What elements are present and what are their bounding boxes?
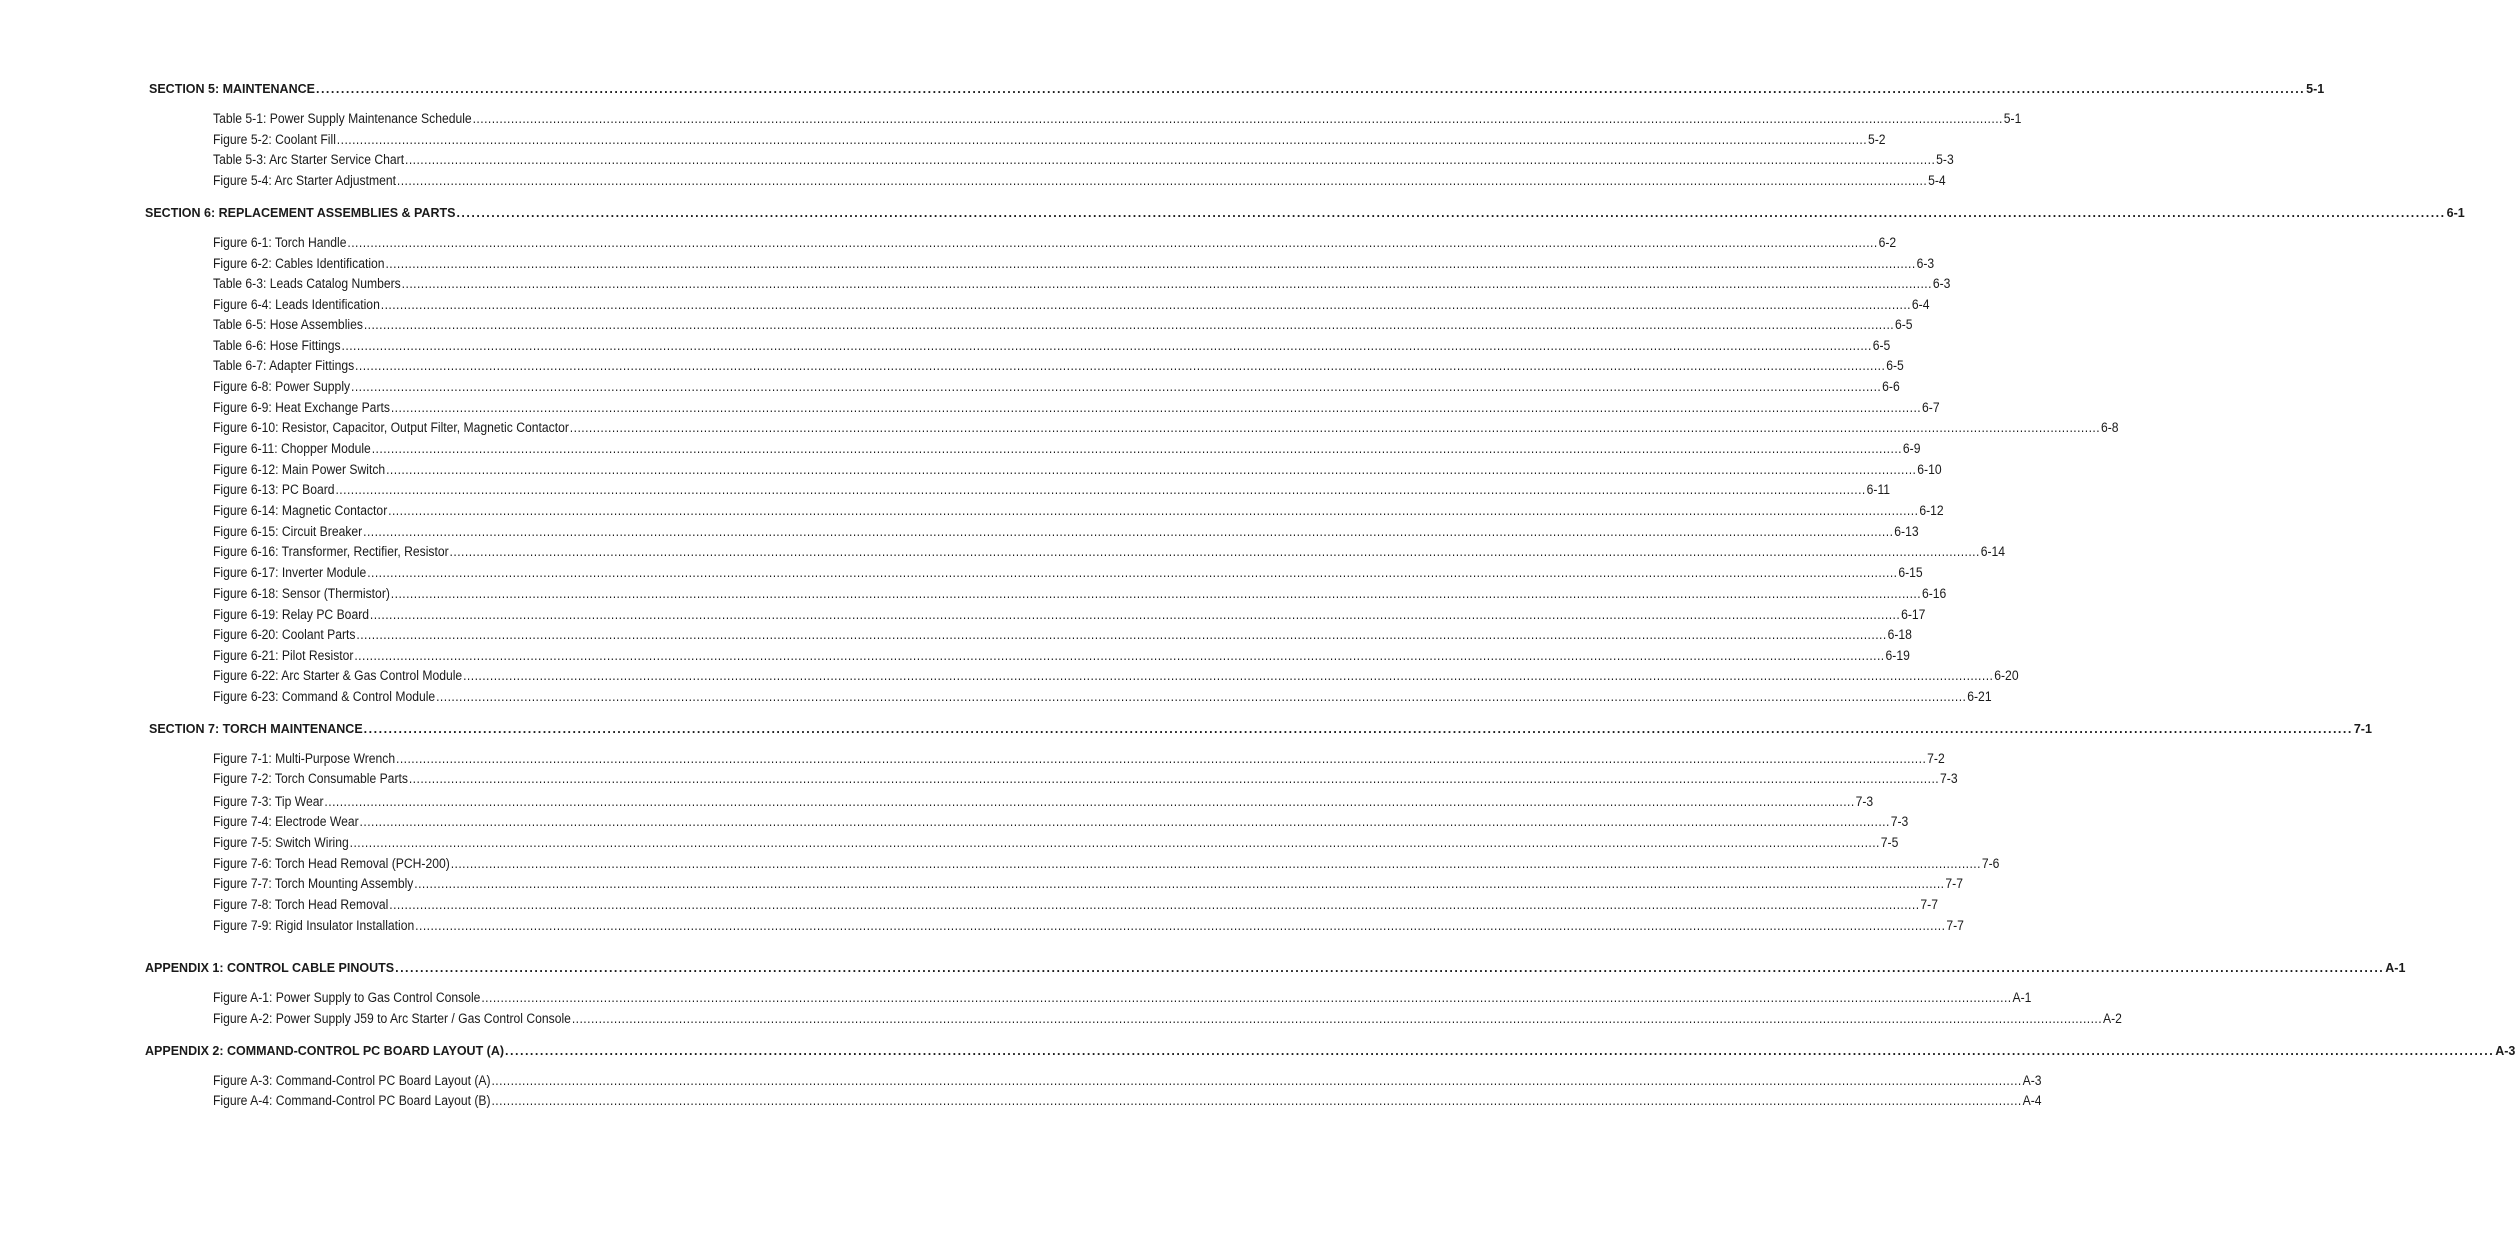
section-heading[interactable] — [145, 1042, 2515, 1060]
toc-entry[interactable] — [213, 606, 1926, 624]
toc-entry[interactable] — [213, 989, 2032, 1007]
toc-entry[interactable] — [213, 667, 2019, 685]
dot-leader: ................................................................................................................................................................................................................................................................................................................................................................................................................ — [341, 338, 1872, 353]
toc-entry-label: Table 6-6: Hose Fittings — [213, 338, 341, 353]
section-heading-label: SECTION 5: MAINTENANCE — [149, 82, 315, 96]
toc-entry[interactable] — [213, 523, 1919, 541]
toc-entry-label: Figure 6-22: Arc Starter & Gas Control Module — [213, 668, 463, 683]
toc-entry-page-number: 6-2 — [1878, 235, 1897, 250]
section-heading[interactable] — [145, 959, 2406, 977]
toc-entry-page-number: 6-9 — [1902, 441, 1921, 456]
toc-entry-page-number: A-1 — [2012, 990, 2032, 1005]
dot-leader: ................................................................................................................................................................................................................................................................................................................................................................................................................ — [349, 835, 1880, 850]
dot-leader: ................................................................................................................................................................................................................................................................................................................................................................................................................ — [389, 897, 1920, 912]
toc-entry-label: Figure 6-20: Coolant Parts — [213, 627, 356, 642]
dot-leader: ................................................................................................................................................................................................................................................................................................................................................................................................................ — [569, 420, 2101, 435]
toc-entry[interactable] — [213, 481, 1891, 499]
toc-entry-page-number: 6-6 — [1882, 379, 1900, 394]
toc-entry[interactable] — [213, 461, 1942, 479]
dot-leader: ................................................................................................................................................................................................................................................................................................................................................................................................................ — [363, 524, 1894, 539]
toc-entry-page-number: 6-13 — [1894, 524, 1919, 539]
dot-leader: ................................................................................................................................................................................................................................................................................................................................................................................................................ — [355, 358, 1886, 373]
dot-leader: ................................................................................................................................................................................................................................................................................................................................................................................................................ — [315, 82, 2306, 96]
toc-entry-label: Figure 6-17: Inverter Module — [213, 565, 367, 580]
section-heading-label: APPENDIX 1: CONTROL CABLE PINOUTS — [145, 961, 395, 975]
dot-leader: ................................................................................................................................................................................................................................................................................................................................................................................................................ — [456, 206, 2446, 220]
toc-entry-label: Figure 6-11: Chopper Module — [213, 441, 371, 456]
toc-entry[interactable] — [213, 543, 2006, 561]
toc-entry-page-number: 6-21 — [1967, 689, 1992, 704]
dot-leader: ................................................................................................................................................................................................................................................................................................................................................................................................................ — [463, 668, 1994, 683]
toc-entry-label: Table 6-3: Leads Catalog Numbers — [213, 276, 401, 291]
toc-entry-page-number: 6-3 — [1916, 256, 1935, 271]
toc-entry-label: Figure 6-1: Torch Handle — [213, 235, 347, 250]
toc-entry-label: Figure A-2: Power Supply J59 to Arc Starter / Gas Control Console — [213, 1011, 571, 1026]
dot-leader: ................................................................................................................................................................................................................................................................................................................................................................................................................ — [472, 111, 2003, 126]
toc-entry-page-number: 7-3 — [1890, 814, 1909, 829]
toc-entry-label: Figure 6-15: Circuit Breaker — [213, 524, 363, 539]
toc-entry-label: Figure 6-4: Leads Identification — [213, 297, 380, 312]
toc-entry[interactable] — [213, 1072, 2042, 1090]
toc-entry[interactable] — [213, 172, 1946, 190]
toc-entry[interactable] — [213, 626, 1912, 644]
toc-entry[interactable] — [213, 419, 2119, 437]
dot-leader: ................................................................................................................................................................................................................................................................................................................................................................................................................ — [350, 379, 1882, 394]
toc-entry-page-number: 6-15 — [1898, 565, 1923, 580]
section-heading-page-number: 6-1 — [2446, 206, 2465, 220]
dot-leader: ................................................................................................................................................................................................................................................................................................................................................................................................................ — [505, 1044, 2495, 1058]
toc-entry[interactable] — [213, 1010, 2122, 1028]
toc-entry[interactable] — [213, 255, 1935, 273]
toc-entry-label: Figure 7-7: Torch Mounting Assembly — [213, 876, 414, 891]
toc-entry-page-number: 6-12 — [1919, 503, 1944, 518]
dot-leader: ................................................................................................................................................................................................................................................................................................................................................................................................................ — [386, 462, 1917, 477]
toc-entry-label: Figure 7-4: Electrode Wear — [213, 814, 359, 829]
toc-entry-label: Figure 7-1: Multi-Purpose Wrench — [213, 751, 396, 766]
dot-leader: ................................................................................................................................................................................................................................................................................................................................................................................................................ — [395, 961, 2385, 975]
dot-leader: ................................................................................................................................................................................................................................................................................................................................................................................................................ — [324, 794, 1855, 809]
toc-entry[interactable] — [213, 896, 1938, 914]
toc-entry[interactable] — [213, 296, 1930, 314]
section-heading[interactable] — [149, 80, 2325, 98]
dot-leader: ................................................................................................................................................................................................................................................................................................................................................................................................................ — [380, 297, 1912, 312]
toc-entry[interactable] — [213, 502, 1944, 520]
dot-leader: ................................................................................................................................................................................................................................................................................................................................................................................................................ — [450, 856, 1981, 871]
toc-entry[interactable] — [213, 110, 2022, 128]
dot-leader: ................................................................................................................................................................................................................................................................................................................................................................................................................ — [363, 722, 2353, 736]
dot-leader: ................................................................................................................................................................................................................................................................................................................................................................................................................ — [388, 503, 1919, 518]
toc-entry-label: Figure 6-16: Transformer, Rectifier, Resistor — [213, 544, 449, 559]
section-heading[interactable] — [149, 720, 2372, 738]
toc-entry[interactable] — [213, 234, 1897, 252]
toc-entry-page-number: 6-10 — [1917, 462, 1942, 477]
toc-entry[interactable] — [213, 585, 1947, 603]
toc-entry-page-number: 7-7 — [1946, 918, 1964, 933]
toc-entry[interactable] — [213, 1092, 2042, 1110]
toc-entry-page-number: 6-18 — [1887, 627, 1912, 642]
toc-entry[interactable] — [213, 770, 1958, 788]
toc-entry[interactable] — [213, 793, 1874, 811]
toc-entry-label: Figure 6-19: Relay PC Board — [213, 607, 370, 622]
toc-entry-page-number: 6-7 — [1922, 400, 1940, 415]
dot-leader: ................................................................................................................................................................................................................................................................................................................................................................................................................ — [571, 1011, 2103, 1026]
toc-entry-page-number: A-4 — [2022, 1093, 2042, 1108]
toc-entry-page-number: 5-2 — [1867, 132, 1886, 147]
toc-entry-label: Figure 6-18: Sensor (Thermistor) — [213, 586, 390, 601]
toc-entry[interactable] — [213, 337, 1891, 355]
toc-entry-label: Figure 6-14: Magnetic Contactor — [213, 503, 388, 518]
toc-entry-label: Table 6-7: Adapter Fittings — [213, 358, 355, 373]
toc-entry-label: Figure 6-12: Main Power Switch — [213, 462, 386, 477]
section-heading-page-number: 7-1 — [2353, 722, 2372, 736]
toc-entry-page-number: 6-5 — [1895, 317, 1913, 332]
toc-entry[interactable] — [213, 275, 1951, 293]
dot-leader: ................................................................................................................................................................................................................................................................................................................................................................................................................ — [436, 689, 1967, 704]
toc-entry-page-number: 7-7 — [1945, 876, 1963, 891]
toc-entry-label: Table 5-1: Power Supply Maintenance Schedule — [213, 111, 472, 126]
toc-entry-page-number: 6-19 — [1885, 648, 1910, 663]
dot-leader: ................................................................................................................................................................................................................................................................................................................................................................................................................ — [354, 648, 1885, 663]
toc-entry[interactable] — [213, 131, 1886, 149]
dot-leader: ................................................................................................................................................................................................................................................................................................................................................................................................................ — [390, 586, 1922, 601]
dot-leader: ................................................................................................................................................................................................................................................................................................................................................................................................................ — [335, 482, 1866, 497]
toc-entry-label: Figure 7-8: Torch Head Removal — [213, 897, 389, 912]
section-heading-label: SECTION 6: REPLACEMENT ASSEMBLIES & PARTS — [145, 206, 456, 220]
toc-entry-page-number: 7-7 — [1920, 897, 1938, 912]
toc-entry-label: Figure A-3: Command-Control PC Board Layout (A) — [213, 1073, 491, 1088]
section-heading-page-number: 5-1 — [2306, 82, 2325, 96]
toc-entry[interactable] — [213, 813, 1909, 831]
toc-entry-label: Figure 6-23: Command & Control Module — [213, 689, 436, 704]
toc-entry[interactable] — [213, 750, 1945, 768]
toc-entry-page-number: 6-5 — [1872, 338, 1891, 353]
toc-entry-label: Figure 7-2: Torch Consumable Parts — [213, 771, 408, 786]
toc-entry[interactable] — [213, 564, 1923, 582]
dot-leader: ................................................................................................................................................................................................................................................................................................................................................................................................................ — [367, 565, 1898, 580]
toc-entry-label: Figure 6-13: PC Board — [213, 482, 335, 497]
dot-leader: ................................................................................................................................................................................................................................................................................................................................................................................................................ — [396, 173, 1928, 188]
toc-entry[interactable] — [213, 917, 1964, 935]
toc-entry-page-number: 6-8 — [2100, 420, 2119, 435]
toc-entry[interactable] — [213, 316, 1913, 334]
section-heading-page-number: A-1 — [2385, 961, 2406, 975]
toc-entry-label: Table 6-5: Hose Assemblies — [213, 317, 363, 332]
dot-leader: ................................................................................................................................................................................................................................................................................................................................................................................................................ — [481, 990, 2012, 1005]
dot-leader: ................................................................................................................................................................................................................................................................................................................................................................................................................ — [449, 544, 1980, 559]
dot-leader: ................................................................................................................................................................................................................................................................................................................................................................................................................ — [491, 1073, 2022, 1088]
toc-entry-label: Figure 7-9: Rigid Insulator Installation — [213, 918, 415, 933]
dot-leader: ................................................................................................................................................................................................................................................................................................................................................................................................................ — [356, 627, 1887, 642]
toc-entry[interactable] — [213, 440, 1921, 458]
dot-leader: ................................................................................................................................................................................................................................................................................................................................................................................................................ — [359, 814, 1890, 829]
dot-leader: ................................................................................................................................................................................................................................................................................................................................................................................................................ — [491, 1093, 2022, 1108]
section-heading-label: APPENDIX 2: COMMAND-CONTROL PC BOARD LAYOUT (A) — [145, 1044, 505, 1058]
toc-entry[interactable] — [213, 875, 1963, 893]
toc-entry-label: Figure 7-5: Switch Wiring — [213, 835, 349, 850]
toc-entry-page-number: 7-3 — [1940, 771, 1958, 786]
toc-entry-page-number: 6-5 — [1886, 358, 1904, 373]
dot-leader: ................................................................................................................................................................................................................................................................................................................................................................................................................ — [336, 132, 1868, 147]
dot-leader: ................................................................................................................................................................................................................................................................................................................................................................................................................ — [347, 235, 1878, 250]
toc-entry[interactable] — [213, 378, 1900, 396]
section-heading[interactable] — [145, 204, 2465, 222]
toc-entry-page-number: A-2 — [2102, 1011, 2122, 1026]
dot-leader: ................................................................................................................................................................................................................................................................................................................................................................................................................ — [396, 751, 1927, 766]
toc-entry-label: Figure 5-4: Arc Starter Adjustment — [213, 173, 397, 188]
toc-entry-page-number: 6-3 — [1932, 276, 1951, 291]
dot-leader: ................................................................................................................................................................................................................................................................................................................................................................................................................ — [369, 607, 1901, 622]
toc-entry-label: Figure A-4: Command-Control PC Board Layout (B) — [213, 1093, 491, 1108]
dot-leader: ................................................................................................................................................................................................................................................................................................................................................................................................................ — [390, 400, 1922, 415]
dot-leader: ................................................................................................................................................................................................................................................................................................................................................................................................................ — [401, 276, 1932, 291]
toc-entry-label: Figure 7-3: Tip Wear — [213, 794, 324, 809]
toc-entry-page-number: 5-1 — [2003, 111, 2022, 126]
dot-leader: ................................................................................................................................................................................................................................................................................................................................................................................................................ — [363, 317, 1895, 332]
toc-entry[interactable] — [213, 357, 1904, 375]
toc-entry-page-number: 5-3 — [1936, 152, 1954, 167]
toc-entry-label: Figure 6-9: Heat Exchange Parts — [213, 400, 390, 415]
toc-entry-page-number: 6-17 — [1901, 607, 1926, 622]
dot-leader: ................................................................................................................................................................................................................................................................................................................................................................................................................ — [405, 152, 1936, 167]
toc-entry-page-number: 7-5 — [1880, 835, 1899, 850]
toc-entry-page-number: 6-4 — [1911, 297, 1930, 312]
toc-entry-page-number: 6-20 — [1994, 668, 2019, 683]
toc-entry[interactable] — [213, 647, 1910, 665]
section-heading-page-number: A-3 — [2495, 1044, 2515, 1058]
dot-leader: ................................................................................................................................................................................................................................................................................................................................................................................................................ — [414, 876, 1945, 891]
dot-leader: ................................................................................................................................................................................................................................................................................................................................................................................................................ — [385, 256, 1916, 271]
toc-entry-page-number: 7-2 — [1927, 751, 1945, 766]
toc-entry-page-number: 6-14 — [1980, 544, 2006, 559]
toc-entry-page-number: 6-11 — [1866, 482, 1891, 497]
toc-entry-page-number: 6-16 — [1921, 586, 1947, 601]
toc-entry-page-number: 7-3 — [1855, 794, 1874, 809]
toc-entry-label: Figure A-1: Power Supply to Gas Control Console — [213, 990, 481, 1005]
toc-entry-label: Figure 6-2: Cables Identification — [213, 256, 385, 271]
toc-entry-page-number: 5-4 — [1928, 173, 1946, 188]
toc-entry-label: Table 5-3: Arc Starter Service Chart — [213, 152, 405, 167]
toc-entry-label: Figure 6-10: Resistor, Capacitor, Output Filter, Magnetic Contactor — [213, 420, 569, 435]
toc-entry-label: Figure 5-2: Coolant Fill — [213, 132, 336, 147]
toc-entry[interactable] — [213, 399, 1940, 417]
toc-entry[interactable] — [213, 834, 1899, 852]
dot-leader: ................................................................................................................................................................................................................................................................................................................................................................................................................ — [415, 918, 1946, 933]
toc-entry-label: Figure 6-21: Pilot Resistor — [213, 648, 354, 663]
toc-entry-label: Figure 7-6: Torch Head Removal (PCH-200) — [213, 856, 450, 871]
toc-entry[interactable] — [213, 151, 1954, 169]
toc-entry-label: Figure 6-8: Power Supply — [213, 379, 351, 394]
dot-leader: ................................................................................................................................................................................................................................................................................................................................................................................................................ — [408, 771, 1940, 786]
section-heading-label: SECTION 7: TORCH MAINTENANCE — [149, 722, 363, 736]
toc-entry-page-number: 7-6 — [1981, 856, 2000, 871]
toc-entry[interactable] — [213, 688, 1992, 706]
dot-leader: ................................................................................................................................................................................................................................................................................................................................................................................................................ — [371, 441, 1902, 456]
toc-entry[interactable] — [213, 855, 2000, 873]
toc-entry-page-number: A-3 — [2022, 1073, 2042, 1088]
